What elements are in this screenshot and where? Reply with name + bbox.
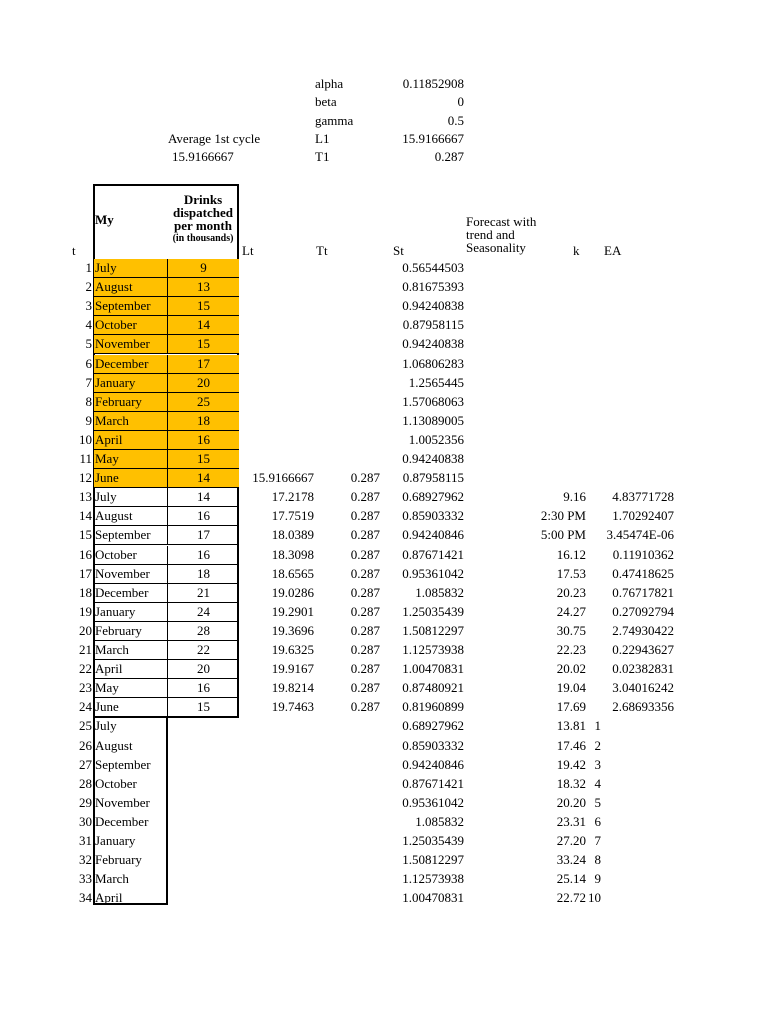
row-drinks-value: 15 [167, 698, 239, 717]
row-month: December [94, 355, 167, 374]
row-st: 0.56544503 [402, 260, 464, 275]
row-k: 4 [594, 776, 601, 791]
row-forecast: 2:30 PM [540, 508, 586, 523]
beta-label: beta [315, 94, 337, 109]
row-drinks-value: 16 [167, 679, 239, 698]
row-st: 1.12573938 [402, 642, 464, 657]
header-drinks-line1: Drinks [183, 192, 223, 207]
row-ea: 1.70292407 [612, 508, 674, 523]
row-t: 30 [79, 814, 92, 829]
row-month: December [94, 584, 167, 603]
row-forecast: 17.46 [556, 738, 586, 753]
row-month: September [95, 757, 151, 772]
row-month: March [94, 641, 167, 660]
row-forecast: 9.16 [563, 489, 586, 504]
row-lt: 17.7519 [271, 508, 314, 523]
row-forecast: 30.75 [556, 623, 586, 638]
row-t: 3 [85, 298, 92, 313]
t1-value: 0.287 [434, 149, 464, 164]
row-drinks-value: 16 [167, 507, 239, 526]
row-drinks-value: 17 [167, 526, 239, 545]
row-st: 0.87480921 [402, 680, 464, 695]
row-st: 0.95361042 [402, 795, 464, 810]
gamma-value: 0.5 [447, 113, 464, 128]
row-month: April [94, 660, 167, 679]
row-st: 0.94240838 [402, 298, 464, 313]
header-forecast [466, 215, 536, 254]
row-st: 0.87671421 [402, 776, 464, 791]
row-k: 8 [594, 852, 601, 867]
row-st: 1.085832 [415, 814, 464, 829]
row-month: June [94, 698, 167, 717]
row-month: July [95, 718, 117, 733]
row-t: 1 [85, 260, 92, 275]
row-lt: 19.9167 [271, 661, 314, 676]
row-month: January [95, 833, 136, 848]
row-month: November [94, 335, 167, 354]
average-first-cycle-value: 15.9166667 [172, 149, 234, 164]
row-st: 1.50812297 [402, 623, 464, 638]
row-tt: 0.287 [350, 527, 380, 542]
row-st: 1.50812297 [402, 852, 464, 867]
row-st: 0.95361042 [402, 566, 464, 581]
row-drinks-value: 14 [167, 488, 239, 507]
row-forecast: 16.12 [556, 547, 586, 562]
header-drinks-line2: dispatched [173, 205, 233, 220]
row-t: 8 [85, 394, 92, 409]
row-k: 2 [594, 738, 601, 753]
row-st: 0.81960899 [402, 699, 464, 714]
row-t: 29 [79, 795, 92, 810]
row-drinks-value: 17 [167, 355, 239, 374]
row-forecast: 17.69 [556, 699, 586, 714]
beta-value: 0 [457, 94, 464, 109]
row-month: August [95, 738, 133, 753]
row-t: 32 [79, 852, 92, 867]
row-tt: 0.287 [350, 547, 380, 562]
row-forecast: 27.20 [556, 833, 586, 848]
row-k: 1 [594, 718, 601, 733]
row-forecast: 25.14 [556, 871, 586, 886]
row-lt: 19.7463 [271, 699, 314, 714]
row-drinks-value: 15 [167, 450, 239, 469]
row-ea: 2.68693356 [612, 699, 674, 714]
row-tt: 0.287 [350, 470, 380, 485]
row-st: 0.68927962 [402, 489, 464, 504]
row-ea: 2.74930422 [612, 623, 674, 638]
row-drinks-value: 20 [167, 374, 239, 393]
row-st: 0.85903332 [402, 738, 464, 753]
row-month: January [94, 374, 167, 393]
row-month: January [94, 603, 167, 622]
header-forecast-line3: Seasonality [466, 240, 526, 255]
row-lt: 19.0286 [271, 585, 314, 600]
header-t: t [72, 243, 76, 258]
row-month: September [94, 526, 167, 545]
row-t: 5 [85, 336, 92, 351]
row-month: April [95, 890, 123, 905]
row-t: 12 [79, 470, 92, 485]
row-ea: 0.76717821 [612, 585, 674, 600]
average-first-cycle-label: Average 1st cycle [168, 131, 261, 146]
row-k: 10 [588, 890, 601, 905]
row-lt: 18.0389 [271, 527, 314, 542]
row-st: 0.85903332 [402, 508, 464, 523]
row-st: 0.68927962 [402, 718, 464, 733]
row-tt: 0.287 [350, 508, 380, 523]
row-forecast: 20.23 [556, 585, 586, 600]
row-drinks-value: 14 [167, 316, 239, 335]
row-t: 33 [79, 871, 92, 886]
row-month: May [94, 679, 167, 698]
row-lt: 19.3696 [271, 623, 314, 638]
row-forecast: 22.23 [556, 642, 586, 657]
row-drinks-value: 16 [167, 431, 239, 450]
row-st: 1.06806283 [402, 356, 464, 371]
row-st: 1.00470831 [402, 890, 464, 905]
header-tt: Tt [316, 243, 328, 258]
row-st: 1.57068063 [402, 394, 464, 409]
row-lt: 19.2901 [271, 604, 314, 619]
row-st: 0.87958115 [402, 317, 464, 332]
row-t: 20 [79, 623, 92, 638]
row-month: November [95, 795, 150, 810]
row-k: 5 [594, 795, 601, 810]
row-ea: 0.27092794 [612, 604, 674, 619]
header-drinks-line4: (in thousands) [172, 233, 234, 244]
row-t: 28 [79, 776, 92, 791]
row-ea: 0.22943627 [612, 642, 674, 657]
row-t: 23 [79, 680, 92, 695]
header-forecast-line2: trend and [466, 227, 515, 242]
row-month: April [94, 431, 167, 450]
header-k: k [573, 243, 580, 258]
row-month: February [94, 622, 167, 641]
row-drinks-value: 15 [167, 297, 239, 316]
row-t: 27 [79, 757, 92, 772]
row-drinks-value: 14 [167, 469, 239, 488]
row-tt: 0.287 [350, 604, 380, 619]
row-month: August [94, 278, 167, 297]
row-month: September [94, 297, 167, 316]
row-t: 9 [85, 413, 92, 428]
row-st: 1.13089005 [402, 413, 464, 428]
row-st: 1.00470831 [402, 661, 464, 676]
row-forecast: 18.32 [556, 776, 586, 791]
row-month: August [94, 507, 167, 526]
row-t: 7 [85, 375, 92, 390]
row-forecast: 24.27 [556, 604, 586, 619]
row-month: November [94, 565, 167, 584]
row-st: 1.2565445 [408, 375, 464, 390]
row-k: 3 [594, 757, 601, 772]
header-forecast-line1: Forecast with [466, 214, 537, 229]
row-ea: 0.02382831 [612, 661, 674, 676]
row-ea: 3.45474E-06 [606, 527, 674, 542]
row-st: 1.085832 [415, 585, 464, 600]
row-ea: 3.04016242 [612, 680, 674, 695]
row-forecast: 13.81 [556, 718, 586, 733]
row-drinks-value: 18 [167, 565, 239, 584]
row-month: March [95, 871, 129, 886]
row-forecast: 23.31 [556, 814, 586, 829]
row-k: 6 [594, 814, 601, 829]
row-month: July [94, 488, 167, 507]
row-t: 17 [79, 566, 92, 581]
row-st: 1.25035439 [402, 604, 464, 619]
row-month: February [94, 393, 167, 412]
row-drinks-value: 16 [167, 546, 239, 565]
row-st: 1.25035439 [402, 833, 464, 848]
alpha-value: 0.11852908 [402, 76, 464, 91]
row-t: 18 [79, 585, 92, 600]
row-drinks-value: 18 [167, 412, 239, 431]
row-month: October [94, 546, 167, 565]
row-drinks-value: 25 [167, 393, 239, 412]
row-ea: 0.47418625 [612, 566, 674, 581]
row-month: March [94, 412, 167, 431]
row-forecast: 33.24 [556, 852, 586, 867]
row-tt: 0.287 [350, 623, 380, 638]
header-drinks [167, 193, 239, 245]
row-t: 16 [79, 547, 92, 562]
row-st: 0.94240846 [402, 757, 464, 772]
row-tt: 0.287 [350, 642, 380, 657]
row-t: 21 [79, 642, 92, 657]
row-forecast: 20.02 [556, 661, 586, 676]
row-t: 15 [79, 527, 92, 542]
row-t: 31 [79, 833, 92, 848]
row-lt: 17.2178 [271, 489, 314, 504]
row-st: 0.94240846 [402, 527, 464, 542]
row-t: 22 [79, 661, 92, 676]
row-t: 34 [79, 890, 92, 905]
header-ea: EA [604, 243, 622, 258]
row-lt: 15.9166667 [252, 470, 314, 485]
row-tt: 0.287 [350, 699, 380, 714]
row-st: 0.81675393 [402, 279, 464, 294]
row-month: June [94, 469, 167, 488]
row-forecast: 17.53 [556, 566, 586, 581]
row-tt: 0.287 [350, 566, 380, 581]
row-tt: 0.287 [350, 680, 380, 695]
row-k: 9 [594, 871, 601, 886]
row-drinks-value: 22 [167, 641, 239, 660]
row-drinks-value: 9 [167, 259, 239, 278]
gamma-label: gamma [315, 113, 354, 128]
row-st: 0.87958115 [402, 470, 464, 485]
row-month: October [95, 776, 137, 791]
row-t: 11 [79, 451, 92, 466]
row-st: 0.94240838 [402, 336, 464, 351]
l1-label: L1 [315, 131, 330, 146]
row-tt: 0.287 [350, 661, 380, 676]
row-month: February [95, 852, 142, 867]
l1-value: 15.9166667 [402, 131, 464, 146]
row-t: 14 [79, 508, 92, 523]
row-drinks-value: 15 [167, 335, 239, 354]
alpha-label: alpha [315, 76, 344, 91]
row-forecast: 19.04 [556, 680, 586, 695]
row-drinks-value: 20 [167, 660, 239, 679]
row-month: December [95, 814, 149, 829]
row-forecast: 5:00 PM [540, 527, 586, 542]
row-st: 0.94240838 [402, 451, 464, 466]
row-t: 4 [85, 317, 92, 332]
row-t: 6 [85, 356, 92, 371]
row-lt: 18.6565 [271, 566, 314, 581]
row-tt: 0.287 [350, 489, 380, 504]
row-tt: 0.287 [350, 585, 380, 600]
row-month: July [94, 259, 167, 278]
row-st: 0.87671421 [402, 547, 464, 562]
row-forecast: 22.72 [556, 890, 586, 905]
row-lt: 19.6325 [271, 642, 314, 657]
row-ea: 4.83771728 [612, 489, 674, 504]
row-month: May [94, 450, 167, 469]
row-t: 10 [79, 432, 92, 447]
row-lt: 18.3098 [271, 547, 314, 562]
row-drinks-value: 24 [167, 603, 239, 622]
row-forecast: 20.20 [556, 795, 586, 810]
row-ea: 0.11910362 [612, 547, 674, 562]
row-t: 13 [79, 489, 92, 504]
row-t: 25 [79, 718, 92, 733]
header-lt: Lt [242, 243, 254, 258]
row-t: 2 [85, 279, 92, 294]
row-drinks-value: 13 [167, 278, 239, 297]
row-forecast: 19.42 [556, 757, 586, 772]
header-st: St [393, 243, 404, 258]
t1-label: T1 [315, 149, 330, 164]
row-t: 19 [79, 604, 92, 619]
header-my: My [95, 212, 114, 227]
header-drinks-line3: per month [174, 218, 232, 233]
row-st: 1.0052356 [408, 432, 464, 447]
row-drinks-value: 21 [167, 584, 239, 603]
row-lt: 19.8214 [271, 680, 314, 695]
row-st: 1.12573938 [402, 871, 464, 886]
row-t: 24 [79, 699, 92, 714]
row-k: 7 [594, 833, 601, 848]
row-month: October [94, 316, 167, 335]
row-drinks-value: 28 [167, 622, 239, 641]
row-t: 26 [79, 738, 92, 753]
